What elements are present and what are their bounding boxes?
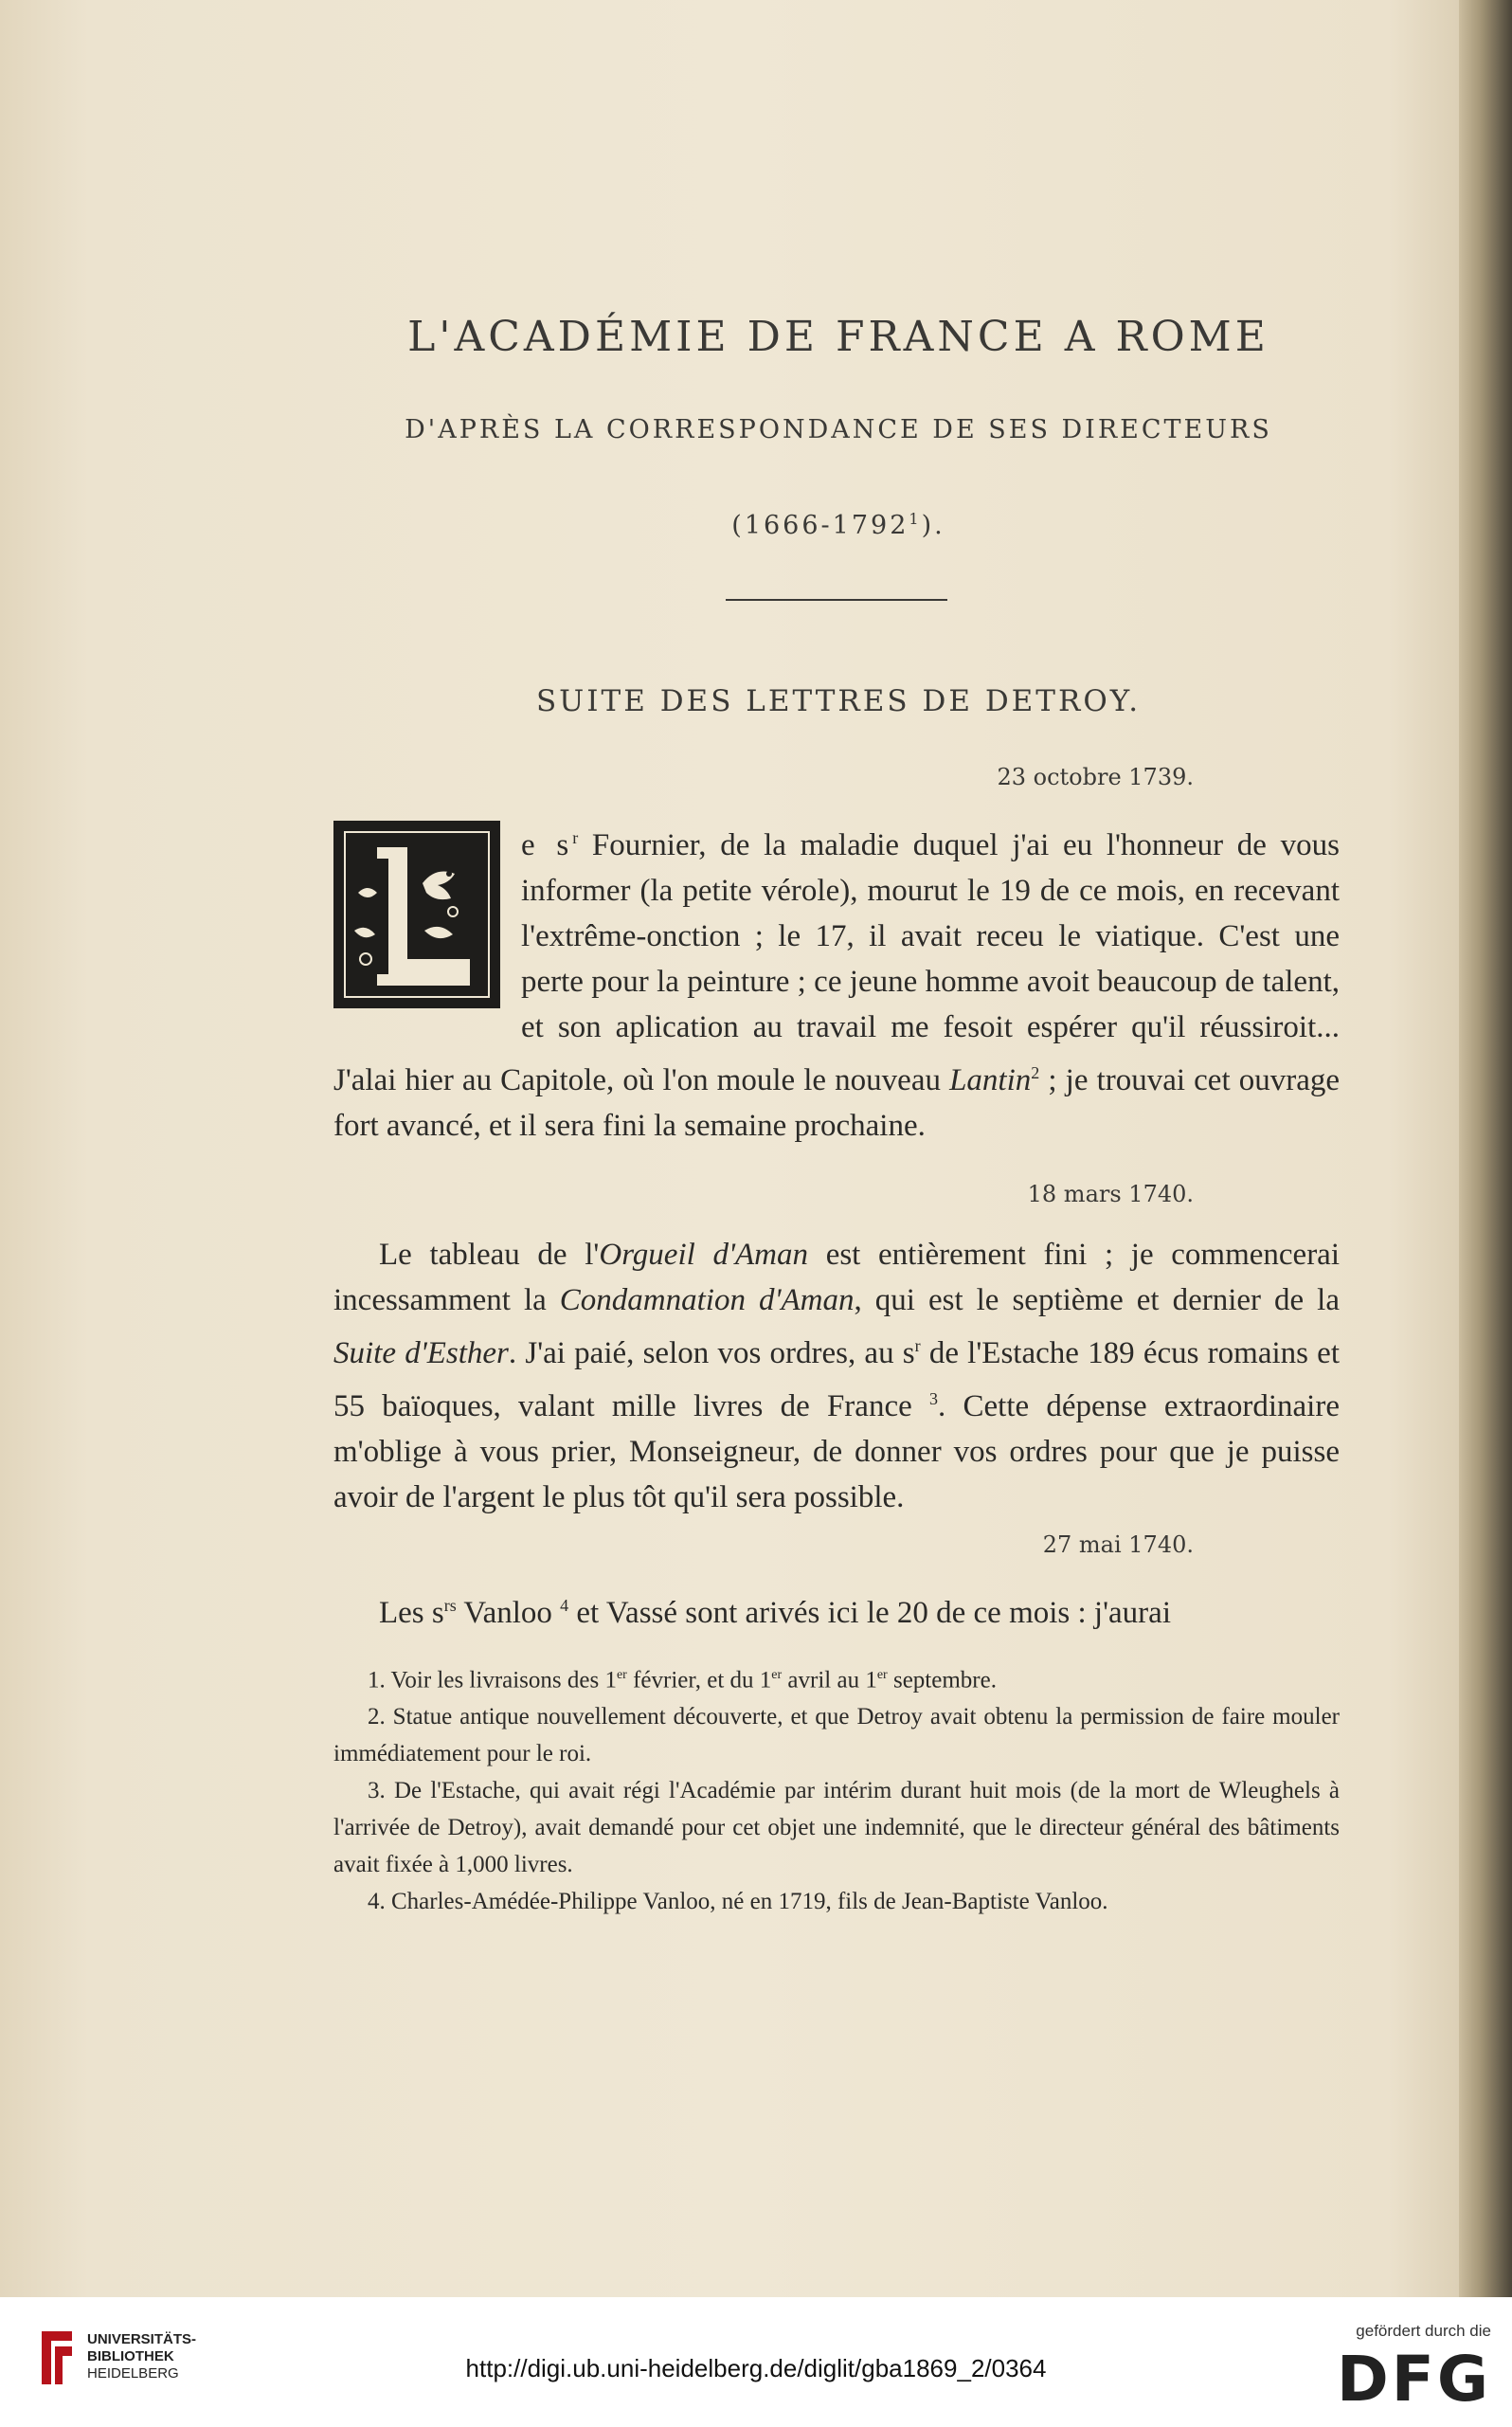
footnote-4: 4. Charles-Amédée-Philippe Vanloo, né en 1719, fils de Jean-Baptiste Vanloo. <box>368 1889 1108 1915</box>
section-heading: SUITE DES LETTRES DE DETROY. <box>535 684 1142 718</box>
dropcap-l-ornament <box>333 821 500 1008</box>
dfg-logo[interactable]: DFG <box>1336 2343 1491 2416</box>
funding-note: gefördert durch die <box>1356 2322 1491 2340</box>
letter-date-2: 18 mars 1740. <box>1027 1181 1194 1207</box>
page-title: L'ACADÉMIE DE FRANCE A ROME <box>407 313 1269 361</box>
university-library-name[interactable]: UNIVERSITÄTS- BIBLIOTHEK HEIDELBERG <box>87 2331 197 2382</box>
title-rule <box>726 599 947 601</box>
letter-date-1: 23 octobre 1739. <box>997 764 1194 790</box>
footnote-1: 1. Voir les livraisons des 1er février, et du 1er avril au 1er septembre. <box>368 1667 997 1693</box>
letter-date-3: 27 mai 1740. <box>1042 1531 1194 1558</box>
letter-1: e $s^r$ Fournier, de la maladie duquel j'ai eu l'honneur de vous informer (la petite vérole), mourut le 19 de ce mois, en recevant l'extrême-onction ; le 17, il avait receu le viatique. C'est une perte pour la peinture ; ce jeune homme avoit beaucoup de talent, et son aplication au travail me fesoit espérer qu'il réussiroit... J'alai hier au Capitole, où l'on moule le nouveau Lantin$^2$ ; je trouvai cet ouvrage fort avancé, et il sera fini la semaine prochaine. <box>333 815 1340 1149</box>
letter-2: Le tableau de l'Orgueil d'Aman est entièrement fini ; je commencerai incessamment la Condamnation d'Aman, qui est le septième et dernier de la Suite d'Esther. J'ai paié, selon vos ordres, au $s^r$ de l'Estache 189 écus romains et 55 baïoques, valant mille livres de France $^3$. Cette dépense extraordinaire m'oblige à vous prier, Monseigneur, de donner vos ordres pour que je puisse avoir de l'argent le plus tôt qu'il sera possible. <box>333 1238 1340 1514</box>
viewer-footer <box>0 2297 1512 2427</box>
page-subtitle: D'APRÈS LA CORRESPONDANCE DE SES DIRECTEURS <box>405 415 1272 444</box>
footnote-2: 2. Statue antique nouvellement découverte, et que Detroy avait obtenu la permission de faire mouler immédiatement pour le roi. <box>333 1704 1340 1767</box>
permalink-url[interactable]: http://digi.ub.uni-heidelberg.de/diglit/gba1869_2/0364 <box>465 2354 1047 2382</box>
title-dates: (1666-1792$^1$). <box>731 510 945 540</box>
footnotes <box>333 1657 1340 1920</box>
letter-3: Les $s^{rs}$ Vanloo $^4$ et Vassé sont arivés ici le 20 de ce mois : j'aurai <box>379 1596 1171 1630</box>
footnote-3: 3. De l'Estache, qui avait régi l'Académie par intérim durant huit mois (de la mort de Wleughels à l'arrivée de Detroy), avait demandé pour cet objet une indemnité, que le directeur général des bâtiments avait fixée à 1,000 livres. <box>333 1778 1340 1878</box>
